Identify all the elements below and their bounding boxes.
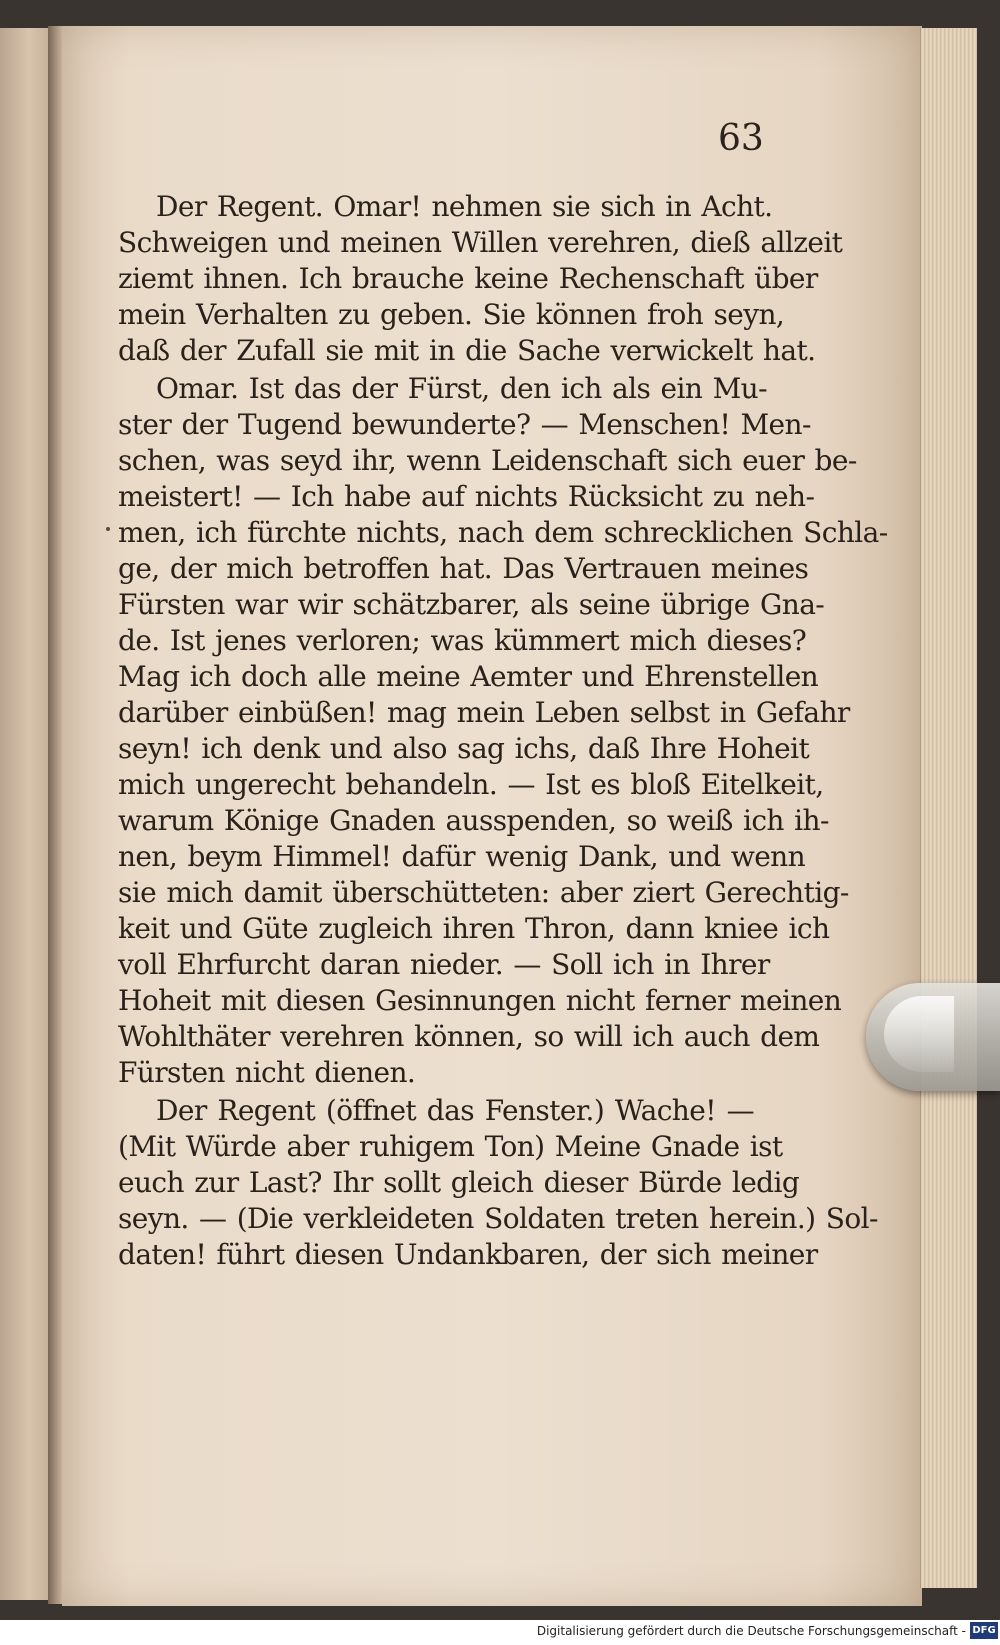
text-line: seyn. — (Die verkleideten Soldaten treten herein.) Sol- <box>118 1202 878 1235</box>
text-line: meistert! — Ich habe auf nichts Rücksicht zu neh- <box>118 480 815 513</box>
text-line: keit und Güte zugleich ihren Thron, dann kniee ich <box>118 912 830 945</box>
text-line: warum Könige Gnaden ausspenden, so weiß ich ih- <box>118 804 829 837</box>
dfg-logo: DFG <box>970 1622 998 1639</box>
text-line: (Mit Würde aber ruhigem Ton) Meine Gnade ist <box>118 1130 783 1163</box>
text-line: daß der Zufall sie mit in die Sache verwickelt hat. <box>118 334 816 367</box>
text-line: ziemt ihnen. Ich brauche keine Rechenschaft über <box>118 262 818 295</box>
text-line: ster der Tugend bewunderte? — Menschen! Men- <box>118 408 811 441</box>
text-line: Schweigen und meinen Willen verehren, dieß allzeit <box>118 226 843 259</box>
text-line: mich ungerecht behandeln. — Ist es bloß Eitelkeit, <box>118 768 824 801</box>
text-line: Fürsten nicht dienen. <box>118 1056 416 1089</box>
text-line: nen, beym Himmel! dafür wenig Dank, und wenn <box>118 840 806 873</box>
text-line: Der Regent. Omar! nehmen sie sich in Acht. <box>156 190 773 223</box>
text-line: darüber einbüßen! mag mein Leben selbst in Gefahr <box>118 696 850 729</box>
text-line: Omar. Ist das der Fürst, den ich als ein Mu- <box>156 372 767 405</box>
text-line: schen, was seyd ihr, wenn Leidenschaft sich euer be- <box>118 444 857 477</box>
text-line: ge, der mich betroffen hat. Das Vertrauen meines <box>118 552 809 585</box>
text-line: mein Verhalten zu geben. Sie können froh seyn, <box>118 298 785 331</box>
text-line: Der Regent (öffnet das Fenster.) Wache! — <box>156 1094 754 1127</box>
page-number: 63 <box>718 118 764 159</box>
text-line: de. Ist jenes verloren; was kümmert mich dieses? <box>118 624 807 657</box>
text-line: euch zur Last? Ihr sollt gleich dieser Bürde ledig <box>118 1166 800 1199</box>
text-line: seyn! ich denk und also sag ichs, daß Ihre Hoheit <box>118 732 810 765</box>
text-line: Hoheit mit diesen Gesinnungen nicht ferner meinen <box>118 984 842 1017</box>
text-line: men, ich fürchte nichts, nach dem schrecklichen Schla- <box>118 516 888 549</box>
text-line: daten! führt diesen Undankbaren, der sich meiner <box>118 1238 818 1271</box>
text-line: Mag ich doch alle meine Aemter und Ehrenstellen <box>118 660 819 693</box>
text-line: Wohlthäter verehren können, so will ich auch dem <box>118 1020 820 1053</box>
text-line: voll Ehrfurcht daran nieder. — Soll ich in Ihrer <box>118 948 770 981</box>
digitization-credit: Digitalisierung gefördert durch die Deutsche Forschungsgemeinschaft - <box>536 1624 966 1638</box>
text-line: Fürsten war wir schätzbarer, als seine übrige Gna- <box>118 588 825 621</box>
text-line: sie mich damit überschütteten: aber ziert Gerechtig- <box>118 876 849 909</box>
